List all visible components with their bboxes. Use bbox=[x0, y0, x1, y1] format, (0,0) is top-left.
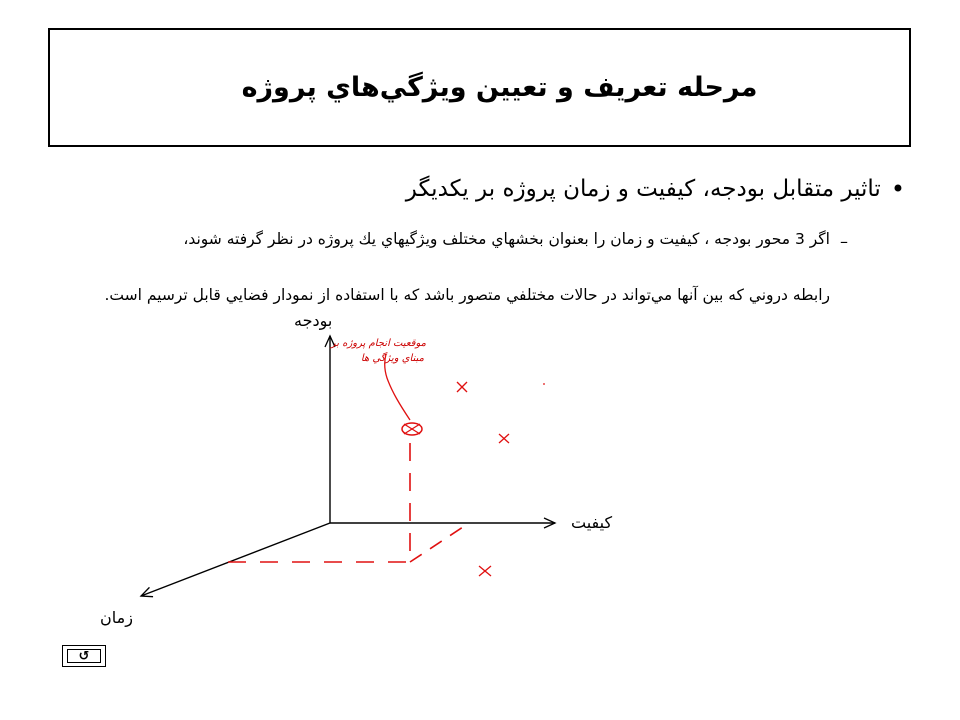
small-dot-mark bbox=[543, 383, 545, 385]
return-button[interactable] bbox=[62, 645, 106, 667]
quality-axis-label: كيفيت bbox=[571, 513, 613, 532]
alternative-state-mark bbox=[457, 382, 467, 392]
paragraph-relationship: رابطه دروني كه بين آنها مي‌تواند در حالات مختلفي متصور باشد كه با استفاده از نمودار فضايي قابل ترسيم است. bbox=[104, 286, 830, 304]
slide-title: مرحله تعريف و تعيين ويژگي‌هاي پروژه bbox=[241, 72, 758, 103]
bullet-dot-icon: • bbox=[890, 175, 905, 203]
projection-quality-parallel bbox=[410, 527, 463, 562]
annotation-text-line-2: مبناي ويژگي ها bbox=[360, 353, 424, 364]
sub-bullet-dash: – bbox=[840, 232, 848, 251]
project-position-marker bbox=[402, 423, 422, 435]
budget-axis-label: بودجه bbox=[294, 311, 333, 330]
time-axis bbox=[141, 523, 330, 596]
bullet-text: تاثير متقابل بودجه، كيفيت و زمان پروژه بر يكديگر bbox=[405, 176, 881, 202]
return-arrow-icon: ↺ bbox=[67, 649, 101, 663]
time-axis-label: زمان bbox=[100, 608, 133, 627]
annotation-text-line-1: موقعيت انجام پروژه بر bbox=[330, 338, 426, 349]
alternative-state-mark bbox=[479, 566, 491, 576]
alternative-state-mark bbox=[499, 434, 509, 443]
paragraph-axes: اگر 3 محور بودجه ، كيفيت و زمان را بعنوان بخشهاي مختلف ويژگيهاي يك پروژه در نظر گرفته شوند، bbox=[183, 230, 830, 248]
